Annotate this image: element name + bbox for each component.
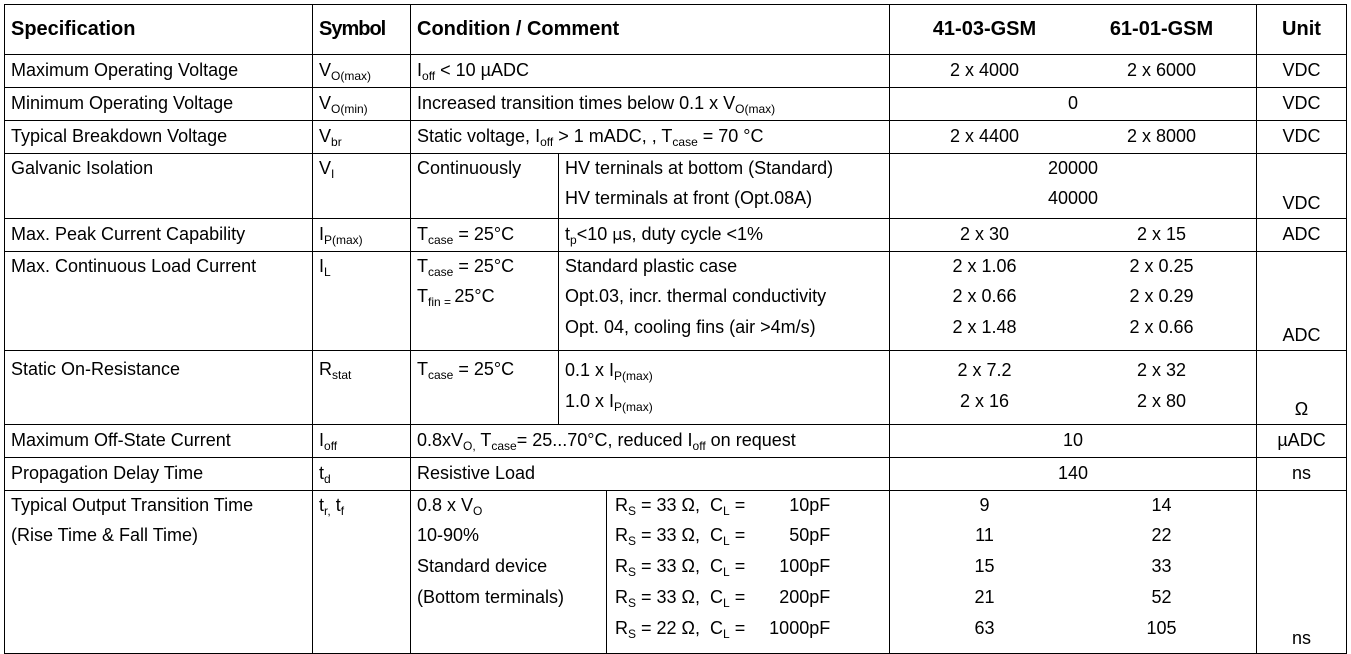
load-r-value: 22 Ω,	[656, 617, 701, 638]
symbol-text: t	[319, 463, 325, 484]
value-a: 2 x 0.66	[952, 285, 1017, 306]
specification-table	[4, 4, 1347, 654]
symbol-text: t	[330, 494, 341, 515]
header-symbol: Symbol	[313, 5, 411, 55]
value-line: 20000	[1047, 157, 1099, 178]
spec-cell: Max. Peak Current Capability	[5, 218, 313, 251]
header-unit: Unit	[1257, 5, 1347, 55]
load-c-sub: L	[723, 595, 730, 610]
spec-cell: Minimum Operating Voltage	[5, 87, 313, 120]
value-b: 2 x 8000	[1126, 126, 1197, 147]
row-on-resistance	[5, 351, 1347, 424]
load-r: R	[615, 617, 628, 638]
symbol-cell	[313, 424, 411, 457]
condition-text: = 25°C	[453, 255, 515, 276]
condition-text: T	[475, 430, 492, 451]
value-a: 2 x 1.48	[952, 316, 1017, 337]
condition-text: > 1 mADC, , T	[553, 126, 673, 147]
condition-line	[417, 491, 600, 520]
header-models	[890, 5, 1257, 55]
values-cell	[890, 490, 1257, 653]
load-c-sub: L	[723, 564, 730, 579]
row-max-operating-voltage	[5, 54, 1347, 87]
subcondition-cell	[559, 218, 890, 251]
subcondition-line: Standard plastic case	[565, 255, 738, 276]
value-b: 14	[1151, 494, 1172, 515]
unit-cell: ns	[1257, 457, 1347, 490]
load-c: C	[710, 617, 724, 638]
load-r-sub: S	[628, 626, 637, 641]
condition-text: I	[417, 60, 423, 81]
load-c: C	[710, 524, 724, 545]
spec-cell: Maximum Off-State Current	[5, 424, 313, 457]
value-line	[896, 582, 1250, 613]
subcondition-text: 0.1 x I	[565, 360, 615, 381]
subcondition-text: t	[565, 224, 571, 245]
condition-sub: O(max)	[735, 102, 776, 117]
header-row	[5, 5, 1347, 55]
value-line	[896, 252, 1250, 281]
symbol-sub: d	[324, 472, 331, 487]
subcondition-cell	[559, 351, 890, 424]
load-c-sub: L	[723, 533, 730, 548]
spec-cell: Maximum Operating Voltage	[5, 54, 313, 87]
value-b: 2 x 32	[1136, 360, 1187, 381]
subcondition-line: HV terninals at bottom (Standard)	[565, 157, 834, 178]
symbol-text: V	[319, 126, 332, 147]
value-line	[896, 613, 1250, 644]
load-c-value: 50pF	[789, 524, 831, 545]
load-c: C	[710, 555, 724, 576]
header-specification: Specification	[5, 5, 313, 55]
load-r: R	[615, 494, 628, 515]
row-peak-current	[5, 218, 1347, 251]
condition-text: = 25°C	[453, 224, 515, 245]
load-r-value: 33 Ω,	[656, 555, 701, 576]
load-c: C	[710, 586, 724, 607]
condition-cell	[411, 351, 559, 424]
value-a: 11	[975, 524, 994, 545]
condition-text: T	[417, 285, 428, 306]
subcondition-line: Opt.03, incr. thermal conductivity	[565, 285, 827, 306]
unit-cell: VDC	[1257, 87, 1347, 120]
value-line	[896, 491, 1250, 520]
value-cell: 0	[890, 87, 1257, 120]
load-c-value: 10pF	[789, 494, 831, 515]
value-line	[896, 355, 1250, 386]
load-r-value: 33 Ω,	[656, 586, 701, 607]
symbol-sub: off	[324, 439, 338, 454]
subcondition-line	[565, 386, 883, 417]
value-a: 9	[979, 494, 990, 515]
load-r-value: 33 Ω,	[656, 524, 701, 545]
condition-text: Increased transition times below 0.1 x V	[417, 93, 736, 114]
load-cell	[607, 490, 890, 653]
load-r-sub: S	[628, 564, 637, 579]
load-line: $R_S = 33$ Ω, $C_L = 100pF$	[615, 551, 883, 582]
condition-sub: off	[540, 135, 554, 150]
subcondition-sub: P(max)	[614, 400, 653, 415]
condition-sub: case	[491, 439, 517, 454]
value-a: 2 x 7.2	[957, 360, 1012, 381]
symbol-text: R	[319, 359, 332, 380]
condition-line	[417, 252, 552, 281]
condition-text: 0.8xV	[417, 430, 464, 451]
load-r-value: 33 Ω,	[656, 494, 701, 515]
row-min-operating-voltage	[5, 87, 1347, 120]
spec-line: (Rise Time & Fall Time)	[11, 524, 199, 545]
symbol-sub: br	[331, 135, 342, 150]
value-b: 2 x 0.29	[1129, 285, 1194, 306]
symbol-cell	[313, 87, 411, 120]
symbol-cell	[313, 251, 411, 350]
condition-text: 25°C	[454, 285, 495, 306]
load-c-value: 100pF	[779, 555, 831, 576]
subcondition-line	[565, 355, 883, 386]
condition-sub: fin =	[428, 294, 455, 309]
spec-cell: Galvanic Isolation	[5, 153, 313, 218]
value-cell: 140	[890, 457, 1257, 490]
condition-sub: case	[428, 233, 454, 248]
load-c-value: 200pF	[779, 586, 831, 607]
condition-text: T	[417, 255, 428, 276]
symbol-text: I	[319, 224, 325, 245]
symbol-sub: O(max)	[331, 69, 372, 84]
header-model-a: 41-03-GSM	[932, 17, 1037, 40]
condition-sub: O,	[463, 439, 476, 454]
subcondition-line: Opt. 04, cooling fins (air >4m/s)	[565, 316, 816, 337]
load-r: R	[615, 524, 628, 545]
row-continuous-current	[5, 251, 1347, 350]
value-b: 105	[1146, 617, 1177, 638]
condition-cell: Resistive Load	[411, 457, 890, 490]
values-cell	[890, 120, 1257, 153]
row-breakdown-voltage	[5, 120, 1347, 153]
condition-sub: O	[473, 503, 483, 518]
symbol-cell	[313, 490, 411, 653]
load-c-sub: L	[723, 626, 730, 641]
symbol-text: I	[319, 255, 325, 276]
symbol-text: V	[319, 157, 332, 178]
values-cell	[890, 351, 1257, 424]
value-a: 2 x 1.06	[952, 255, 1017, 276]
condition-cell	[411, 120, 890, 153]
header-model-b: 61-01-GSM	[1109, 17, 1214, 40]
load-line: $R_S = 33$ Ω, $C_L = 200pF$	[615, 582, 883, 613]
unit-cell: VDC	[1257, 54, 1347, 87]
condition-cell	[411, 251, 559, 350]
value-cell	[890, 153, 1257, 218]
symbol-text: I	[319, 430, 325, 451]
load-line: $R_S = 22$ Ω, $C_L = 1000pF$	[615, 613, 883, 644]
subcondition-line: HV terminals at front (Opt.08A)	[565, 187, 813, 208]
condition-text: Static voltage, I	[417, 126, 541, 147]
spec-cell: Typical Breakdown Voltage	[5, 120, 313, 153]
value-cell: 10	[890, 424, 1257, 457]
symbol-sub: r,	[324, 503, 331, 518]
value-line	[896, 520, 1250, 551]
load-c-sub: L	[723, 503, 730, 518]
value-a: 21	[974, 586, 995, 607]
row-galvanic-isolation	[5, 153, 1347, 218]
condition-sub: case	[428, 264, 454, 279]
values-cell	[890, 54, 1257, 87]
condition-text: T	[417, 359, 428, 380]
unit-cell: VDC	[1257, 120, 1347, 153]
unit-cell: ns	[1257, 490, 1347, 653]
spec-cell: Max. Continuous Load Current	[5, 251, 313, 350]
subcondition-sub: p	[570, 233, 577, 248]
condition-line: Standard device	[417, 555, 548, 576]
condition-line	[417, 281, 552, 312]
symbol-text: V	[319, 93, 332, 114]
symbol-sub: f	[340, 503, 345, 518]
value-b: 52	[1151, 586, 1172, 607]
unit-cell: Ω	[1257, 351, 1347, 424]
load-c: C	[710, 494, 724, 515]
value-b: 2 x 80	[1136, 391, 1187, 412]
value-b: 2 x 15	[1136, 224, 1187, 245]
symbol-sub: P(max)	[324, 233, 363, 248]
condition-sub: case	[672, 135, 698, 150]
value-b: 2 x 0.25	[1129, 255, 1194, 276]
symbol-sub: L	[324, 264, 331, 279]
load-r-sub: S	[628, 533, 637, 548]
subcondition-text: <10	[576, 224, 613, 245]
symbol-cell	[313, 120, 411, 153]
condition-text: 0.8 x V	[417, 494, 474, 515]
value-b: 2 x 0.66	[1129, 316, 1194, 337]
symbol-sub: I	[331, 166, 335, 181]
subcondition-text: 1.0 x I	[565, 391, 615, 412]
spec-line: Typical Output Transition Time	[11, 494, 254, 515]
values-cell	[890, 218, 1257, 251]
value-b: 33	[1151, 555, 1172, 576]
condition-cell	[411, 54, 890, 87]
condition-cell	[411, 490, 607, 653]
spec-cell: Static On-Resistance	[5, 351, 313, 424]
condition-text: T	[417, 224, 428, 245]
subcondition-cell	[559, 153, 890, 218]
condition-text: = 25...70°C, reduced I	[516, 430, 693, 451]
row-propagation-delay	[5, 457, 1347, 490]
condition-text: = 70 °C	[697, 126, 764, 147]
value-a: 15	[974, 555, 995, 576]
condition-text: = 25°C	[453, 359, 515, 380]
symbol-cell	[313, 351, 411, 424]
value-line	[896, 386, 1250, 417]
symbol-cell	[313, 54, 411, 87]
load-line: $R_S = 33$ Ω, $C_L = 50pF$	[615, 520, 883, 551]
symbol-sub: stat	[332, 368, 352, 383]
unit-cell: VDC	[1257, 153, 1347, 218]
condition-text: on request	[705, 430, 796, 451]
symbol-sub: O(min)	[331, 102, 368, 117]
spec-cell: Propagation Delay Time	[5, 457, 313, 490]
symbol-text: t	[319, 494, 325, 515]
header-condition: Condition / Comment	[411, 5, 890, 55]
value-line	[896, 281, 1250, 312]
condition-text: < 10 µADC	[435, 60, 530, 81]
load-r: R	[615, 555, 628, 576]
symbol-cell	[313, 218, 411, 251]
condition-sub: off	[692, 439, 706, 454]
condition-cell	[411, 218, 559, 251]
unit-cell: µADC	[1257, 424, 1347, 457]
unit-cell: ADC	[1257, 251, 1347, 350]
value-line: 40000	[1047, 187, 1099, 208]
value-a: 2 x 16	[959, 391, 1010, 412]
value-line	[896, 551, 1250, 582]
condition-sub: case	[428, 368, 454, 383]
value-a: 63	[974, 617, 995, 638]
symbol-line	[319, 491, 404, 520]
subcondition-text: µ	[612, 225, 623, 245]
subcondition-cell	[559, 251, 890, 350]
value-b: 22	[1151, 524, 1172, 545]
symbol-text: V	[319, 60, 332, 81]
load-line: $R_S = 33$ Ω, $C_L = 10pF$	[615, 491, 883, 520]
condition-cell: Continuously	[411, 153, 559, 218]
values-cell	[890, 251, 1257, 350]
condition-cell	[411, 87, 890, 120]
value-a: 2 x 30	[959, 224, 1010, 245]
symbol-cell	[313, 153, 411, 218]
value-a: 2 x 4000	[949, 60, 1020, 81]
value-a: 2 x 4400	[949, 126, 1020, 147]
subcondition-sub: P(max)	[614, 369, 653, 384]
load-r-sub: S	[628, 595, 637, 610]
row-off-state-current	[5, 424, 1347, 457]
load-r: R	[615, 586, 628, 607]
condition-sub: off	[422, 69, 436, 84]
symbol-cell	[313, 457, 411, 490]
subcondition-text: s, duty cycle <1%	[622, 224, 764, 245]
load-r-sub: S	[628, 503, 637, 518]
condition-line: (Bottom terminals)	[417, 586, 565, 607]
condition-cell	[411, 424, 890, 457]
spec-cell	[5, 490, 313, 653]
unit-cell: ADC	[1257, 218, 1347, 251]
value-b: 2 x 6000	[1126, 60, 1197, 81]
condition-line: 10-90%	[417, 524, 480, 545]
load-c-value: 1000pF	[769, 617, 831, 638]
row-transition-time	[5, 490, 1347, 653]
value-line	[896, 312, 1250, 343]
